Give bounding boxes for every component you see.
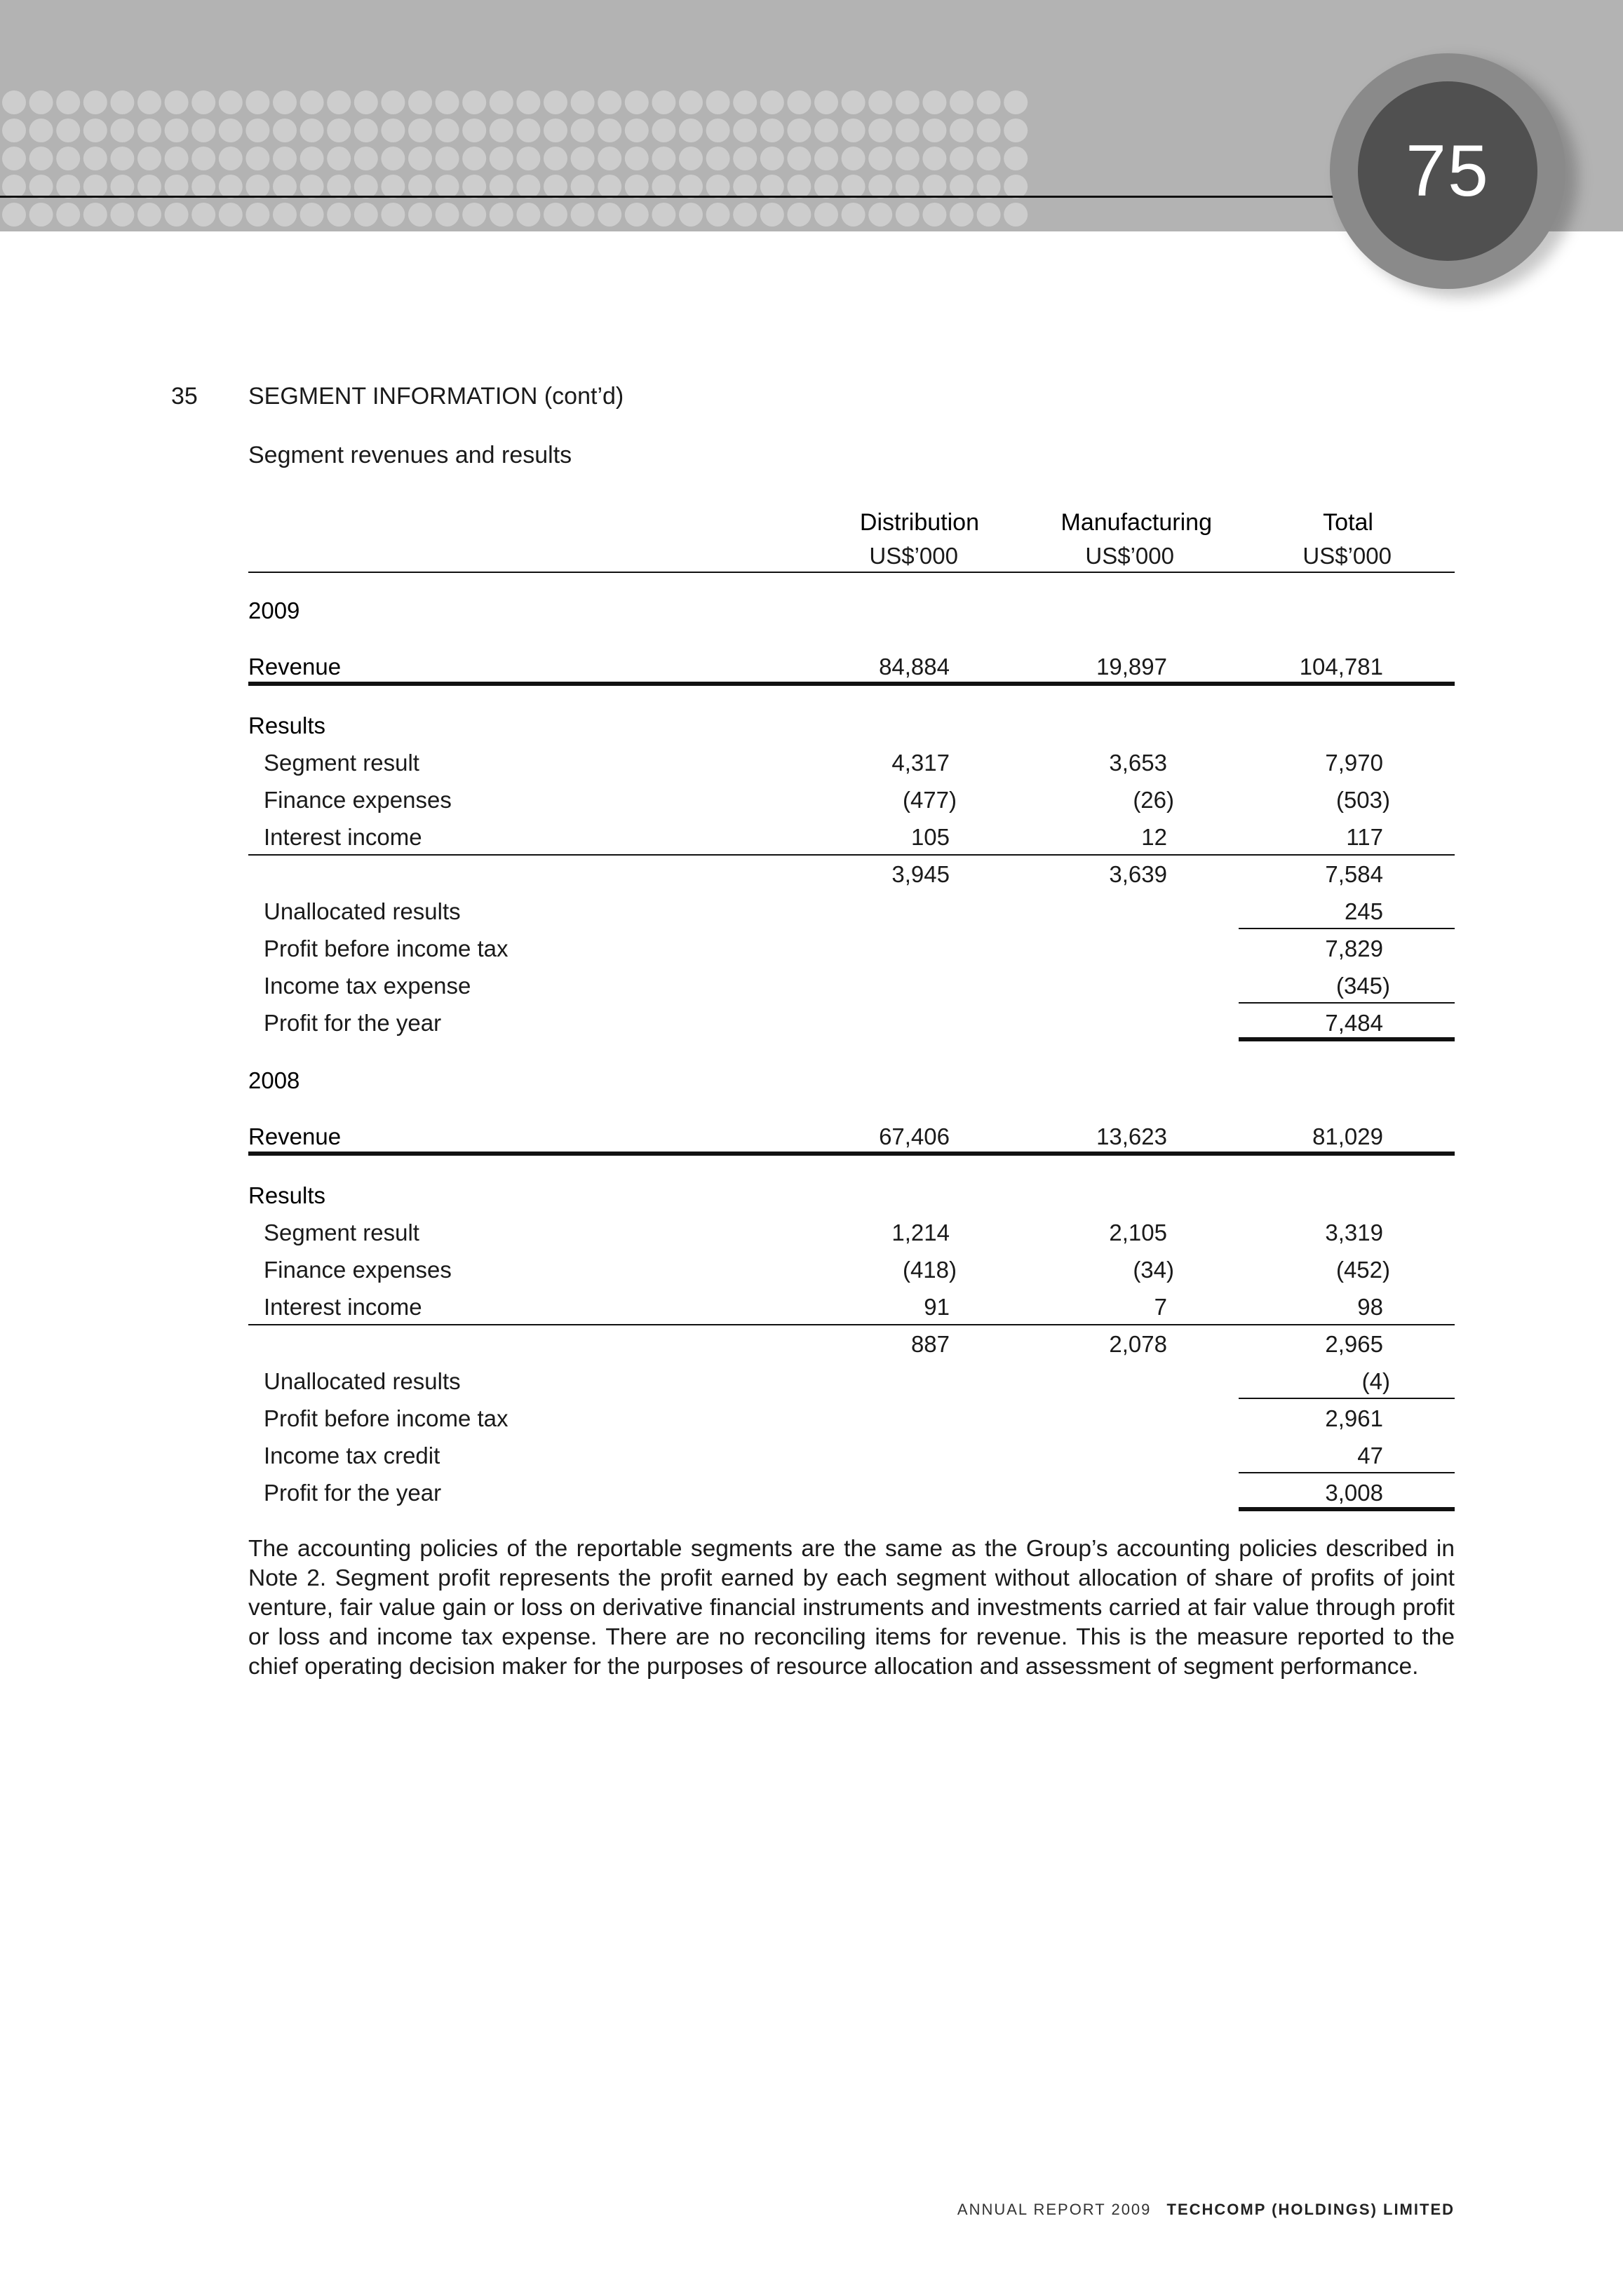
unallocated-label-2008: Unallocated results	[264, 1368, 461, 1394]
profit-before-tax-label-2009: Profit before income tax	[264, 936, 509, 961]
interest-income-label-2009: Interest income	[264, 824, 422, 850]
finance-expenses-total-2008: (452)	[1335, 1257, 1390, 1283]
header-underline	[248, 572, 1455, 573]
segment-result-distribution-2008: 1,214	[891, 1220, 950, 1245]
results-label-2008: Results	[248, 1182, 326, 1208]
revenue-manufacturing-2008: 13,623	[1096, 1123, 1167, 1149]
year-heading-2009: 2009	[248, 597, 300, 623]
unallocated-total-2009: 245	[1344, 898, 1383, 924]
subtotal-rule-2009	[248, 854, 1455, 856]
note-number: 35	[171, 383, 198, 410]
subtotal-total-2008: 2,965	[1325, 1331, 1383, 1357]
page-number: 75	[1406, 130, 1490, 212]
revenue-distribution-2009: 84,884	[879, 654, 950, 680]
results-label-2009: Results	[248, 713, 326, 738]
profit-before-tax-label-2008: Profit before income tax	[264, 1405, 509, 1431]
income-tax-total-2009: (345)	[1335, 973, 1390, 999]
interest-income-label-2008: Interest income	[264, 1294, 422, 1320]
profit-year-total-2009: 7,484	[1325, 1010, 1383, 1036]
subtotal-distribution-2008: 887	[910, 1331, 950, 1357]
col-unit-total: US$’000	[1302, 543, 1392, 569]
segment-result-distribution-2009: 4,317	[891, 750, 950, 776]
interest-income-manufacturing-2008: 7	[1154, 1294, 1167, 1320]
page-badge-inner	[1358, 81, 1537, 261]
dot-pattern-decoration	[0, 83, 1052, 231]
unallocated-total-2008: (4)	[1361, 1368, 1390, 1394]
revenue-manufacturing-2009: 19,897	[1096, 654, 1167, 680]
unallocated-label-2009: Unallocated results	[264, 898, 461, 924]
accounting-policies-paragraph: The accounting policies of the reportable segments are the same as the Group’s accounting policies described in Note 2. Segment profit represents the profit earned by each segment without allocation of share of profits of joint venture, fair value gain or loss on derivative financial instruments and investments carried at fair value through profit or loss and income tax expense. There are no reconciling items for revenue. This is the measure reported to the chief operating decision maker for the purposes of resource allocation and assessment of segment performance.	[248, 1536, 1455, 1680]
interest-income-total-2009: 117	[1346, 824, 1383, 850]
revenue-rule-2008	[248, 1152, 1455, 1156]
revenue-total-2009: 104,781	[1299, 654, 1383, 680]
finance-expenses-total-2009: (503)	[1335, 787, 1390, 813]
col-header-total: Total	[1323, 509, 1373, 536]
finance-expenses-manufacturing-2009: (26)	[1133, 787, 1174, 813]
income-tax-rule-2009	[1239, 1002, 1455, 1004]
finance-expenses-distribution-2009: (477)	[902, 787, 957, 813]
profit-year-label-2008: Profit for the year	[264, 1480, 442, 1506]
segment-result-manufacturing-2008: 2,105	[1109, 1220, 1167, 1245]
profit-year-total-2008: 3,008	[1325, 1480, 1383, 1506]
finance-expenses-label-2009: Finance expenses	[264, 787, 452, 813]
footer-company-name: TECHCOMP (HOLDINGS) LIMITED	[1166, 2201, 1455, 2218]
revenue-distribution-2008: 67,406	[879, 1123, 950, 1149]
year-heading-2008: 2008	[248, 1067, 300, 1093]
revenue-label-2008: Revenue	[248, 1123, 342, 1149]
col-unit-distribution: US$’000	[869, 543, 958, 569]
segment-result-manufacturing-2009: 3,653	[1109, 750, 1167, 776]
interest-income-distribution-2008: 91	[924, 1294, 950, 1320]
income-tax-label-2009: Income tax expense	[264, 973, 471, 999]
col-header-distribution: Distribution	[859, 509, 979, 536]
revenue-rule-2009	[248, 682, 1455, 686]
subtotal-distribution-2009: 3,945	[891, 861, 950, 887]
page-footer	[957, 2201, 1455, 2219]
finance-expenses-label-2008: Finance expenses	[264, 1257, 452, 1283]
interest-income-manufacturing-2009: 12	[1141, 824, 1167, 850]
segment-result-label-2008: Segment result	[264, 1220, 419, 1245]
section-subtitle: Segment revenues and results	[248, 442, 572, 468]
income-tax-rule-2008	[1239, 1472, 1455, 1473]
subtotal-manufacturing-2009: 3,639	[1109, 861, 1167, 887]
income-tax-total-2008: 47	[1357, 1443, 1383, 1468]
subtotal-rule-2008	[248, 1324, 1455, 1325]
profit-year-rule-2009	[1239, 1037, 1455, 1041]
revenue-total-2008: 81,029	[1312, 1123, 1383, 1149]
interest-income-distribution-2009: 105	[910, 824, 950, 850]
segment-result-total-2008: 3,319	[1325, 1220, 1383, 1245]
profit-before-tax-total-2009: 7,829	[1325, 936, 1383, 961]
footer-report-label: ANNUAL REPORT 2009	[957, 2201, 1152, 2218]
header-rule	[0, 196, 1375, 198]
finance-expenses-manufacturing-2008: (34)	[1133, 1257, 1174, 1283]
unallocated-rule-2008	[1239, 1398, 1455, 1399]
note-title: SEGMENT INFORMATION (cont’d)	[248, 383, 624, 410]
finance-expenses-distribution-2008: (418)	[902, 1257, 957, 1283]
profit-year-rule-2008	[1239, 1507, 1455, 1511]
revenue-label-2009: Revenue	[248, 654, 342, 680]
subtotal-total-2009: 7,584	[1325, 861, 1383, 887]
interest-income-total-2008: 98	[1357, 1294, 1383, 1320]
col-header-manufacturing: Manufacturing	[1060, 509, 1212, 536]
profit-before-tax-total-2008: 2,961	[1325, 1405, 1383, 1431]
segment-result-total-2009: 7,970	[1325, 750, 1383, 776]
unallocated-rule-2009	[1239, 928, 1455, 929]
col-unit-manufacturing: US$’000	[1085, 543, 1174, 569]
profit-year-label-2009: Profit for the year	[264, 1010, 442, 1036]
subtotal-manufacturing-2008: 2,078	[1109, 1331, 1167, 1357]
income-tax-label-2008: Income tax credit	[264, 1443, 440, 1468]
segment-result-label-2009: Segment result	[264, 750, 419, 776]
